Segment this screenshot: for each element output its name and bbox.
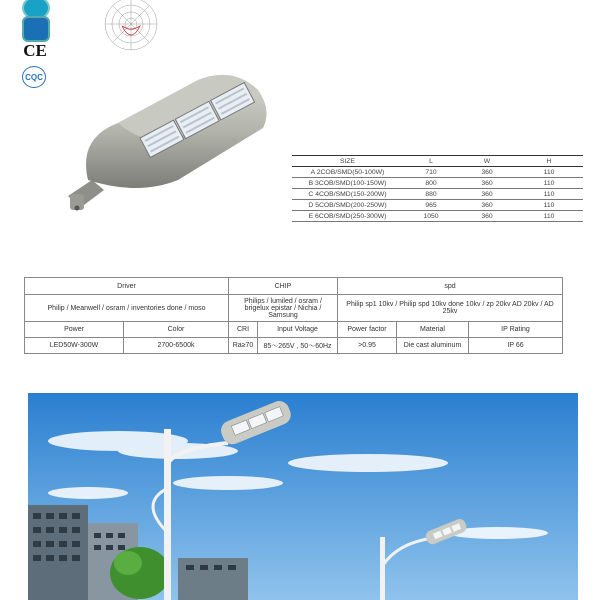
cri-value: Ra≥70 [229, 338, 258, 354]
ip-rating-header: IP Rating [469, 322, 563, 338]
power-header: Power [25, 322, 124, 338]
material-value: Die cast aluminum [397, 338, 469, 354]
size-cell: B 3COB/SMD(100-150W) [292, 178, 403, 189]
table-row [292, 167, 583, 178]
height-cell: 110 [515, 211, 583, 222]
spec-value-row [25, 295, 563, 322]
width-cell: 360 [459, 211, 515, 222]
size-table [292, 155, 583, 222]
material-header: Material [397, 322, 469, 338]
size-cell: C 4COB/SMD(150-200W) [292, 189, 403, 200]
height-cell: 110 [515, 178, 583, 189]
spec-header-row [25, 278, 563, 295]
size-cell: E 6COB/SMD(250-300W) [292, 211, 403, 222]
length-cell: 1050 [403, 211, 459, 222]
installation-scene-photo [28, 393, 578, 600]
table-row [292, 189, 583, 200]
size-cell: A 2COB/SMD(50-100W) [292, 167, 403, 178]
height-cell: 110 [515, 167, 583, 178]
input-voltage-value: 85～265V , 50～60Hz [258, 338, 338, 354]
ce-mark-icon: CE [23, 41, 47, 60]
width-header: W [459, 156, 515, 167]
length-cell: 800 [403, 178, 459, 189]
size-cell: D 5COB/SMD(200-250W) [292, 200, 403, 211]
spec-header-row [25, 322, 563, 338]
ip-rating-value: IP 66 [469, 338, 563, 354]
light-distribution-diagram [92, 0, 170, 66]
driver-header: Driver [25, 278, 229, 295]
color-header: Color [124, 322, 229, 338]
width-cell: 360 [459, 200, 515, 211]
table-row [292, 200, 583, 211]
power-value: LED50W-300W [25, 338, 124, 354]
cri-header: CRI [229, 322, 258, 338]
length-cell: 880 [403, 189, 459, 200]
spd-header: spd [338, 278, 563, 295]
width-cell: 360 [459, 167, 515, 178]
chip-header: CHIP [229, 278, 338, 295]
street-lamp-product-image [58, 68, 280, 218]
spec-table [24, 277, 563, 354]
height-cell: 110 [515, 200, 583, 211]
size-header: SIZE [292, 156, 403, 167]
length-cell: 710 [403, 167, 459, 178]
table-row [292, 178, 583, 189]
color-value: 2700-6500k [124, 338, 229, 354]
cqc-mark-icon: CQC [22, 66, 46, 88]
height-header: H [515, 156, 583, 167]
width-cell: 360 [459, 189, 515, 200]
street-scene-illustration [28, 393, 578, 600]
input-voltage-header: Input Voltage [258, 322, 338, 338]
length-cell: 965 [403, 200, 459, 211]
power-factor-header: Power factor [338, 322, 397, 338]
chip-value: Philips / lumiled / osram / brigelux epistar / Nichia / Samsung [229, 295, 338, 322]
driver-value: Philip / Meanwell / osram / inventories done / moso [25, 295, 229, 322]
certification-gear-icon [22, 16, 50, 42]
size-table-header [292, 156, 583, 167]
table-row [292, 211, 583, 222]
width-cell: 360 [459, 178, 515, 189]
length-header: L [403, 156, 459, 167]
spd-value: Philip sp1 10kv / Philip spd 10kv done 10kv / zp 20kv AD 20kv / AD 25kv [338, 295, 563, 322]
height-cell: 110 [515, 189, 583, 200]
spec-value-row [25, 338, 563, 354]
power-factor-value: >0.95 [338, 338, 397, 354]
